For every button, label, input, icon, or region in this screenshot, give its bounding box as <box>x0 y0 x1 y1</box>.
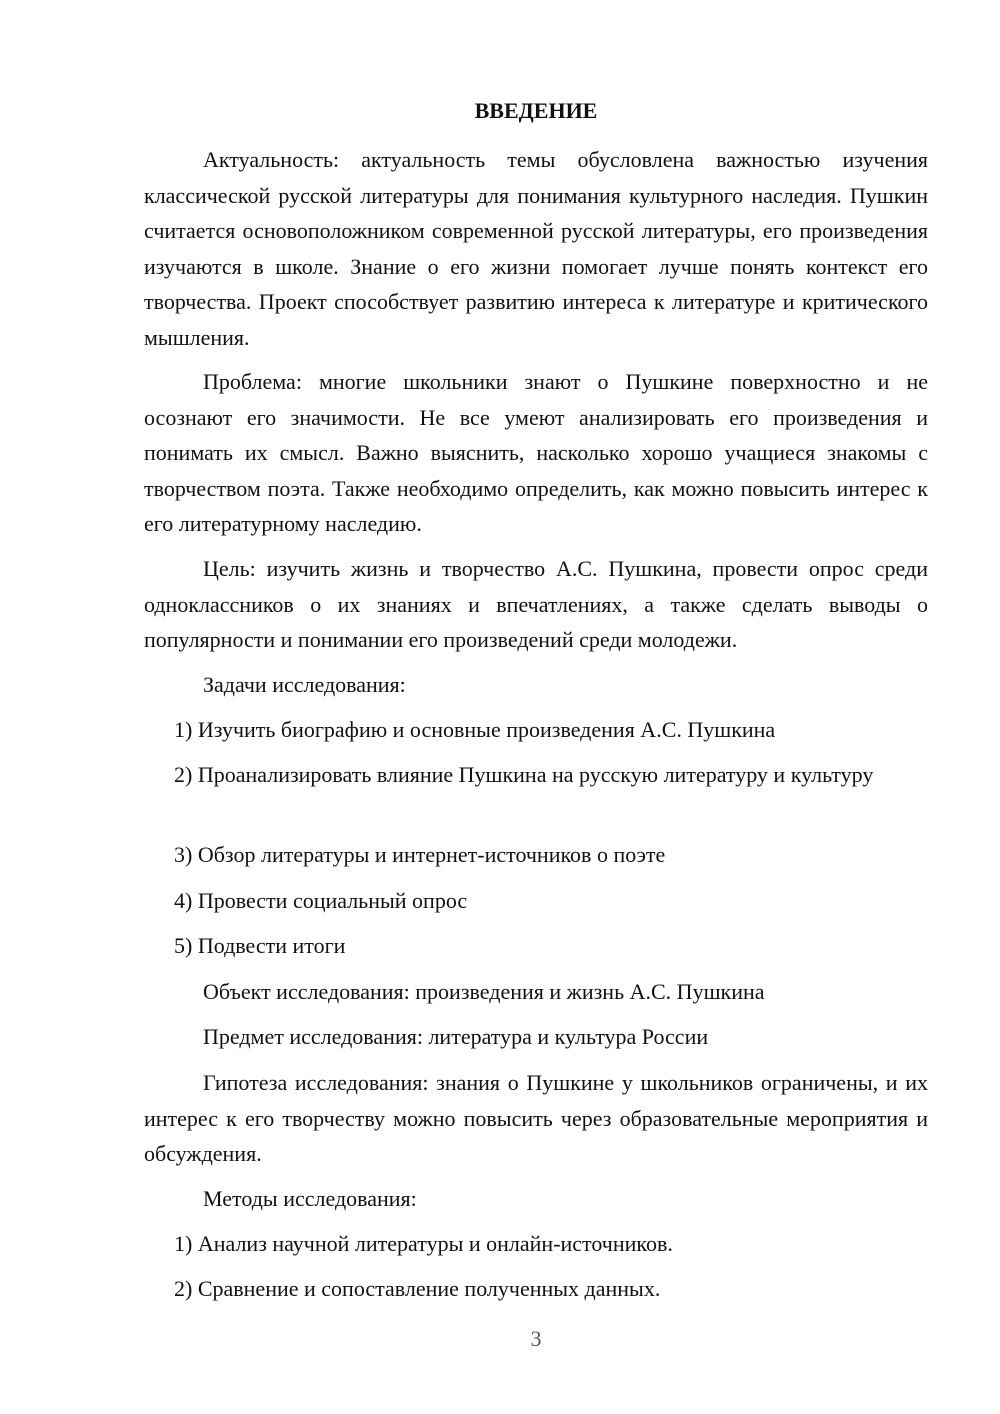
relevance-paragraph <box>144 142 928 355</box>
paragraph-text: Предмет исследования: литература и культура России <box>203 1024 709 1049</box>
paragraph-text: Методы исследования: <box>203 1186 417 1211</box>
method-item: 2) Сравнение и сопоставление полученных данных. <box>174 1276 661 1301</box>
paragraph-text: Задачи исследования: <box>203 672 406 697</box>
subject-paragraph <box>144 1019 928 1055</box>
paragraph-text: Цель: изучить жизнь и творчество А.С. Пушкина, провести опрос среди одноклассников о их знаниях и впечатлениях, а также сделать выводы о популярности и понимании его произведений среди молодежи. <box>144 556 928 652</box>
object-paragraph <box>144 974 928 1010</box>
paragraph-text: Гипотеза исследования: знания о Пушкине у школьников ограничены, и их интерес к его творчеству можно повысить через образовательные мероприятия и обсуждения. <box>144 1070 928 1166</box>
section-title: ВВЕДЕНИЕ <box>474 98 598 123</box>
methods-heading <box>144 1181 928 1217</box>
paragraph-text: Объект исследования: произведения и жизнь А.С. Пушкина <box>203 979 765 1004</box>
task-item: 3) Обзор литературы и интернет-источников о поэте <box>174 842 666 867</box>
task-item: 5) Подвести итоги <box>174 933 346 958</box>
page-number: 3 <box>530 1326 542 1351</box>
hypothesis-paragraph <box>144 1065 928 1172</box>
tasks-heading <box>144 667 928 703</box>
paragraph-text: Проблема: многие школьники знают о Пушкине поверхностно и не осознают его значимости. Не все умеют анализировать его произведения и понимать их смысл. Важно выяснить, насколько хорошо учащиеся знакомы с творчеством поэта. Также необходимо определить, как можно повысить интерес к его литературному наследию. <box>144 369 928 536</box>
task-item: 1) Изучить биографию и основные произведения А.С. Пушкина <box>174 717 776 742</box>
method-item: 1) Анализ научной литературы и онлайн-источников. <box>174 1231 673 1256</box>
problem-paragraph <box>144 364 928 542</box>
paragraph-text: Актуальность: актуальность темы обусловлена важностью изучения классической русской литературы для понимания культурного наследия. Пушкин считается основоположником современной русской литературы, его произведения изучаются в школе. Знание о его жизни помогает лучше понять контекст его творчества. Проект способствует развитию интереса к литературе и критического мышления. <box>144 147 928 350</box>
task-item: 2) Проанализировать влияние Пушкина на русскую литературу и культуру <box>174 762 874 787</box>
goal-paragraph <box>144 551 928 658</box>
task-item: 4) Провести социальный опрос <box>174 888 468 913</box>
